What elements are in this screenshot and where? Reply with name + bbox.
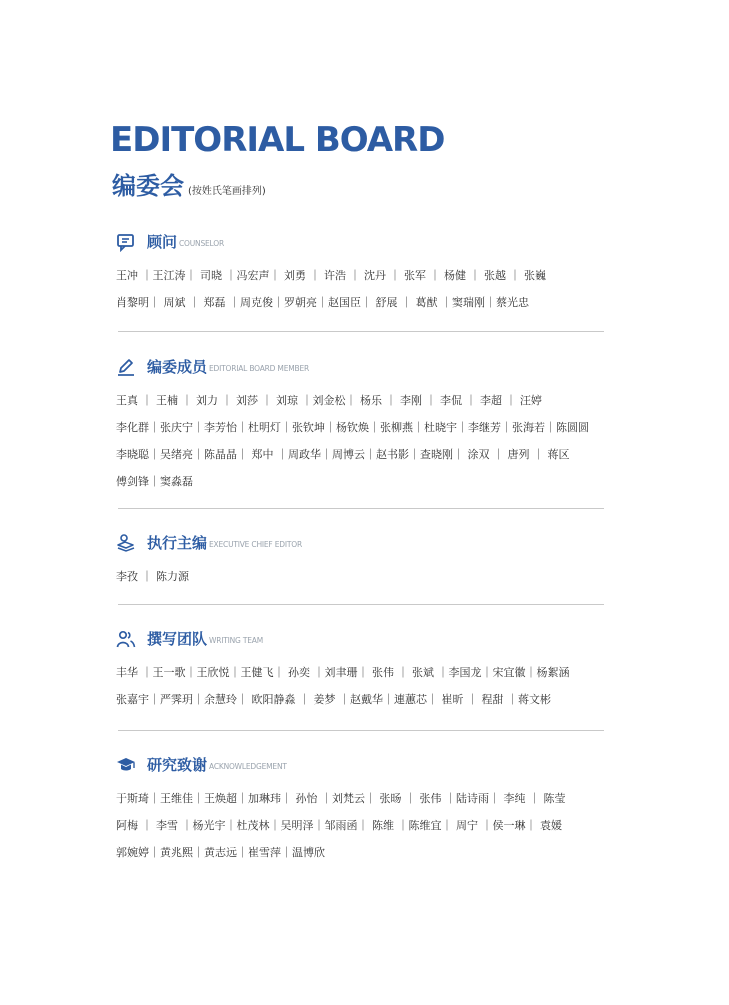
section-title bbox=[147, 754, 287, 775]
name-row: 郭婉婷｜黄兆熙｜黄志远｜崔雪萍｜温博欣 bbox=[116, 846, 325, 859]
section-subtitle: EXECUTIVE CHIEF EDITOR bbox=[209, 540, 302, 549]
name-list bbox=[116, 659, 606, 713]
graduation-cap-icon bbox=[116, 755, 136, 775]
section-title bbox=[147, 532, 302, 553]
name-row: 于斯琦｜王维佳｜王焕超｜加琳玮｜ 孙怡 ｜刘梵云｜ 张旸 ｜ 张伟 ｜陆诗雨｜ 李纯 ｜ 陈莹 bbox=[116, 792, 566, 805]
section-title-text: 撰写团队 bbox=[147, 630, 208, 648]
name-row: 肖黎明｜ 周斌 ｜ 郑磊 ｜周克俊｜罗朝亮｜赵国臣｜ 舒展 ｜ 葛猷 ｜窦瑞刚｜蔡光忠 bbox=[116, 296, 529, 309]
name-row: 丰华 ｜王一歌｜王欣悦｜王健飞｜ 孙奕 ｜刘聿珊｜ 张伟 ｜ 张斌 ｜李国龙｜宋宜徽｜杨絮涵 bbox=[116, 666, 570, 679]
name-row: 傅剑锋｜窦淼磊 bbox=[116, 475, 193, 488]
section-divider bbox=[118, 508, 604, 509]
section-title-text: 顾问 bbox=[147, 233, 178, 251]
section-title-text: 执行主编 bbox=[147, 534, 208, 552]
section-title-text: 研究致谢 bbox=[147, 756, 208, 774]
section-acknowledgement bbox=[116, 754, 606, 866]
name-row: 王真 ｜ 王楠 ｜ 刘力 ｜ 刘莎 ｜ 刘琼 ｜刘金松｜ 杨乐 ｜ 李刚 ｜ 李侃 ｜ 李超 ｜ 汪婷 bbox=[116, 394, 542, 407]
name-row: 李化群｜张庆宁｜李芳怡｜杜明灯｜张钦坤｜杨钦焕｜张柳燕｜杜晓宇｜李继芳｜张海若｜陈圆圆 bbox=[116, 421, 589, 434]
section-header bbox=[116, 532, 606, 554]
section-header bbox=[116, 356, 606, 378]
section-title-text: 编委成员 bbox=[147, 358, 208, 376]
section-writing-team bbox=[116, 628, 606, 713]
page-title-cn bbox=[112, 166, 266, 201]
name-list bbox=[116, 387, 606, 495]
section-subtitle: WRITING TEAM bbox=[209, 636, 263, 645]
section-header bbox=[116, 754, 606, 776]
team-icon bbox=[116, 629, 136, 649]
name-row: 张嘉宇｜严霁玥｜余慧玲｜ 欧阳静淼 ｜ 姜梦 ｜赵戴华｜連蕙芯｜ 崔昕 ｜ 程甜 ｜蒋文彬 bbox=[116, 693, 551, 706]
section-title bbox=[147, 628, 263, 649]
section-divider bbox=[118, 604, 604, 605]
section-divider bbox=[118, 331, 604, 332]
name-row: 王冲 ｜王江涛｜ 司晓 ｜冯宏声｜ 刘勇 ｜ 许浩 ｜ 沈丹 ｜ 张军 ｜ 杨健 ｜ 张越 ｜ 张巍 bbox=[116, 269, 546, 282]
layers-icon bbox=[116, 533, 136, 553]
pen-icon bbox=[116, 357, 136, 377]
name-row: 阿梅 ｜ 李雪 ｜杨光宇｜杜茂林｜吴明泽｜邹雨函｜ 陈维 ｜陈维宜｜ 周宁 ｜侯一琳｜ 袁媛 bbox=[116, 819, 562, 832]
section-header bbox=[116, 231, 606, 253]
section-subtitle: COUNSELOR bbox=[179, 239, 224, 248]
page-title-cn-text: 编委会 bbox=[112, 172, 184, 200]
name-row: 李孜 ｜ 陈力源 bbox=[116, 570, 189, 583]
name-list bbox=[116, 785, 606, 866]
section-title bbox=[147, 356, 309, 377]
section-board-member bbox=[116, 356, 606, 495]
section-header bbox=[116, 628, 606, 650]
name-row: 李晓聪｜吴绪亮｜陈晶晶｜ 郑中 ｜周政华｜周博云｜赵书影｜查晓刚｜ 涂双 ｜ 唐列 ｜ 蒋区 bbox=[116, 448, 570, 461]
section-divider bbox=[118, 730, 604, 731]
section-title bbox=[147, 231, 224, 252]
section-counselor bbox=[116, 231, 606, 316]
name-list bbox=[116, 262, 606, 316]
name-list bbox=[116, 563, 606, 590]
section-subtitle: EDITORIAL BOARD MEMBER bbox=[209, 364, 310, 373]
section-subtitle: ACKNOWLEDGEMENT bbox=[209, 762, 287, 771]
ordering-note: (按姓氏笔画排列) bbox=[188, 186, 266, 197]
chat-icon bbox=[116, 232, 136, 252]
page-title-en: EDITORIAL BOARD bbox=[110, 120, 445, 160]
section-executive-editor bbox=[116, 532, 606, 590]
